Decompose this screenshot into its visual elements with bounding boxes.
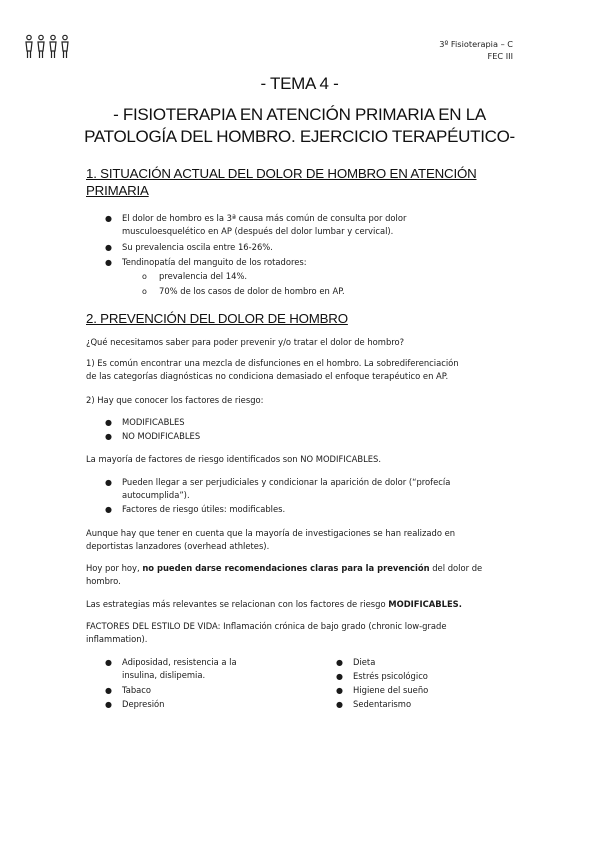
list-item [105, 684, 151, 697]
paragraph [86, 620, 516, 646]
paragraph-text: del dolor de [429, 563, 483, 573]
paragraph-line: Aunque hay que tener en cuenta que la mayoría de investigaciones se han realizado en [86, 528, 456, 538]
list-item-text: insulina, dislipemia. [122, 670, 206, 680]
list-item-text: Adiposidad, resistencia a la [122, 657, 237, 667]
paragraph: 2) Hay que conocer los factores de riesgo: [86, 395, 264, 405]
list-item [105, 241, 273, 254]
subject-line: FEC III [487, 51, 513, 61]
list-item [105, 416, 185, 429]
list-item [105, 476, 525, 502]
section-1-heading-line-1: 1. SITUACIÓN ACTUAL DEL DOLOR DE HOMBRO EN ATENCIÓN [86, 166, 477, 181]
list-item-text: Tabaco [122, 685, 152, 695]
emphasis-text: MODIFICABLES. [388, 599, 462, 609]
list-item [105, 656, 275, 682]
paragraph: ¿Qué necesitamos saber para poder prevenir y/o tratar el dolor de hombro? [86, 337, 405, 347]
list-item-text: Pueden llegar a ser perjudiciales y condicionar la aparición de dolor (“profecía [122, 477, 451, 487]
list-item-text: El dolor de hombro es la 3ª causa más común de consulta por dolor [122, 213, 407, 223]
bullet-icon: ● [336, 658, 343, 667]
list-item-text: Sedentarismo [353, 699, 412, 709]
emphasis-text: no pueden darse recomendaciones claras para la prevención [142, 563, 430, 573]
list-item [336, 684, 428, 697]
circle-bullet-icon: o [142, 287, 147, 296]
list-item-text: musculoesquelético en AP (después del dolor lumbar y cervical). [122, 226, 394, 236]
list-item-text: Higiene del sueño [353, 685, 429, 695]
bullet-icon: ● [336, 686, 343, 695]
section-2-heading: 2. PREVENCIÓN DEL DOLOR DE HOMBRO [86, 311, 348, 326]
section-1-heading [86, 165, 477, 199]
paragraph-line: 1) Es común encontrar una mezcla de disfunciones en el hombro. La sobrediferenciación [86, 358, 459, 368]
paragraph [86, 527, 516, 553]
section-1-heading-line-2: PRIMARIA [86, 183, 149, 198]
sub-list-item [142, 285, 345, 298]
bullet-icon: ● [105, 258, 112, 267]
course-header [439, 38, 513, 62]
paragraph-line: FACTORES DEL ESTILO DE VIDA: Inflamación crónica de bajo grado (chronic low-grade [86, 621, 447, 631]
bullet-icon: ● [105, 418, 112, 427]
list-item [105, 430, 200, 443]
title-line-2: PATOLOGÍA DEL HOMBRO. EJERCICIO TERAPÉUTICO- [84, 127, 515, 146]
paragraph-text: Las estrategias más relevantes se relacionan con los factores de riesgo [86, 599, 389, 609]
list-item-text: autocumplida”). [122, 490, 190, 500]
course-line: 3º Fisioterapia – C [439, 39, 513, 49]
bullet-icon: ● [336, 672, 343, 681]
list-item-text: Factores de riesgo útiles: modificables. [122, 504, 286, 514]
list-item [105, 698, 164, 711]
list-item-text: MODIFICABLES [122, 417, 185, 427]
list-item-text: 70% de los casos de dolor de hombro en AP. [159, 286, 345, 296]
paragraph-line: deportistas lanzadores (overhead athletes). [86, 541, 270, 551]
paragraph [86, 357, 516, 383]
list-item [336, 670, 428, 683]
list-item-text: Tendinopatía del manguito de los rotadores: [122, 257, 307, 267]
people-logo-icon [24, 34, 70, 60]
bullet-icon: ● [105, 432, 112, 441]
bullet-icon: ● [105, 478, 112, 487]
paragraph-text: Hoy por hoy, [86, 563, 143, 573]
list-item-text: Su prevalencia oscila entre 16-26%. [122, 242, 273, 252]
bullet-icon: ● [105, 214, 112, 223]
list-item-text: NO MODIFICABLES [122, 431, 201, 441]
topic-number: - TEMA 4 - [260, 74, 339, 93]
list-item-text: prevalencia del 14%. [159, 271, 248, 281]
list-item [105, 503, 285, 516]
paragraph [86, 562, 516, 588]
paragraph: La mayoría de factores de riesgo identificados son NO MODIFICABLES. [86, 454, 382, 464]
paragraph [86, 598, 516, 611]
bullet-icon: ● [105, 686, 112, 695]
bullet-icon: ● [105, 700, 112, 709]
list-item [105, 256, 307, 269]
list-item [336, 698, 411, 711]
bullet-icon: ● [105, 243, 112, 252]
bullet-icon: ● [105, 658, 112, 667]
list-item-text: Dieta [353, 657, 376, 667]
bullet-icon: ● [336, 700, 343, 709]
list-item [336, 656, 375, 669]
list-item-text: Depresión [122, 699, 165, 709]
paragraph-line: inflammation). [86, 634, 148, 644]
list-item-text: Estrés psicológico [353, 671, 428, 681]
title-line-1: - FISIOTERAPIA EN ATENCIÓN PRIMARIA EN LA [113, 105, 486, 124]
page-title [0, 104, 599, 148]
sub-list-item [142, 270, 247, 283]
circle-bullet-icon: o [142, 272, 147, 281]
paragraph-line: hombro. [86, 576, 121, 586]
bullet-icon: ● [105, 505, 112, 514]
paragraph-line: de las categorías diagnósticas no condiciona demasiado el enfoque terapéutico en AP. [86, 371, 449, 381]
list-item [105, 212, 505, 238]
